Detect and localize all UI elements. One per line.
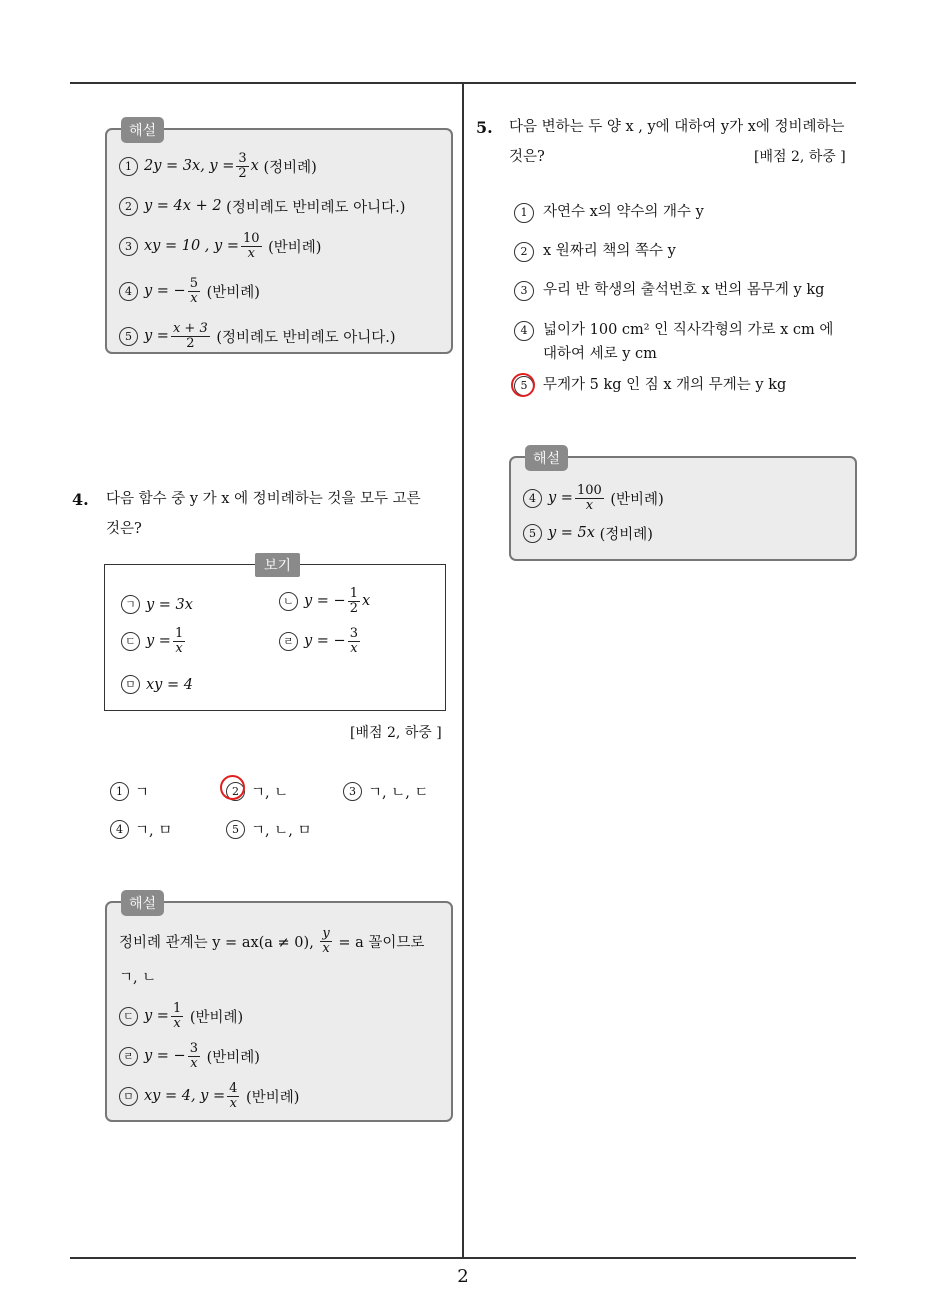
fraction (348, 587, 360, 615)
answer-circle (511, 373, 535, 397)
solution-line (119, 228, 439, 264)
choice-text: 무게가 5 kg 인 짐 x 개의 무게는 y kg (543, 377, 787, 393)
bogi-mark: ㅁ (119, 1087, 138, 1106)
solution-text: ㄱ, ㄴ (119, 969, 157, 986)
question-5-choice-1[interactable] (514, 200, 704, 224)
denominator: x (585, 497, 594, 513)
question-4-text (106, 484, 456, 544)
choice-mark: 2 (119, 197, 138, 216)
fraction (171, 1002, 183, 1030)
equation: y = − (304, 633, 346, 650)
question-5-choice-5[interactable] (514, 373, 786, 397)
solution-box-q3 (105, 123, 453, 354)
question-4-choice-4[interactable] (110, 819, 172, 840)
solution-line (119, 923, 439, 959)
choice-mark: 4 (110, 820, 129, 839)
choice-mark: 5 (523, 524, 542, 543)
denominator: x (322, 940, 330, 956)
bogi-item-e (121, 675, 193, 694)
denominator: x (190, 290, 198, 306)
answer-circle (220, 775, 245, 800)
denominator: x (247, 245, 255, 261)
page-number: 2 (457, 1266, 469, 1287)
solution-line (119, 148, 439, 184)
choice-mark: 2 (514, 242, 534, 262)
equation: y = 4x + 2 (144, 198, 222, 214)
question-4-line: 다음 함수 중 y 가 x 에 정비례하는 것을 모두 고른 (106, 491, 421, 507)
fraction (171, 322, 210, 350)
choice-mark: 1 (119, 157, 138, 176)
denominator: x (173, 1015, 181, 1031)
solution-line (523, 520, 843, 546)
choice-text: ㄱ, ㄴ, ㄷ (368, 785, 429, 801)
choice-mark: 4 (523, 489, 542, 508)
bogi-mark: ㄱ (121, 595, 140, 614)
relation-note: (반비례) (610, 491, 664, 508)
question-5-choice-3[interactable] (514, 278, 824, 302)
question-4-choice-3[interactable] (343, 781, 428, 802)
choice-mark: 5 (226, 820, 245, 839)
solution-line (119, 273, 439, 309)
column-divider (462, 83, 464, 1258)
question-4-choice-5[interactable] (226, 819, 311, 840)
choice-mark: 3 (119, 237, 138, 256)
numerator: 3 (238, 150, 247, 166)
equation: 2y = 3x, y = (144, 158, 235, 174)
equation: xy = 4, y = (144, 1088, 226, 1104)
bogi-box (104, 558, 446, 711)
fraction (348, 627, 360, 655)
choice-text-continued: 대하여 세로 y cm (543, 346, 657, 362)
denominator: x (175, 640, 183, 656)
question-5-line: 다음 변하는 두 양 x , y에 대하여 y가 x에 정비례하는 (509, 119, 845, 135)
choice-mark: 2 (226, 782, 245, 801)
bottom-rule (70, 1257, 856, 1259)
bogi-item-b (279, 587, 370, 615)
solution-line (119, 318, 439, 354)
solution-box-q4 (105, 896, 453, 1122)
solution-label: 해설 (121, 890, 164, 916)
choice-text: ㄱ, ㅁ (135, 823, 173, 839)
solution-text: = a 꼴이므로 (338, 934, 425, 951)
equation: y = 5x (548, 525, 595, 541)
choice-text: ㄱ (135, 785, 150, 801)
choice-mark: 4 (119, 282, 138, 301)
relation-note: (정비례도 반비례도 아니다.) (226, 199, 406, 216)
equation: y = − (144, 283, 186, 299)
choice-mark: 3 (343, 782, 362, 801)
relation-note: (반비례) (206, 284, 260, 301)
question-5-choice-4[interactable] (514, 318, 833, 366)
question-4-number: 4. (72, 490, 89, 509)
bogi-item-c (121, 627, 187, 655)
question-4-line: 것은? (106, 521, 142, 537)
numerator: 1 (174, 626, 184, 641)
relation-note: (정비례도 반비례도 아니다.) (216, 329, 396, 346)
relation-note: (반비례) (206, 1049, 260, 1066)
fraction (227, 1082, 239, 1110)
bogi-mark: ㄷ (119, 1007, 138, 1026)
fraction (188, 277, 200, 305)
question-5-score: [배점 2, 하중 ] (754, 149, 846, 165)
solution-text: 정비례 관계는 y = ax(a ≠ 0), (119, 934, 314, 951)
numerator: 3 (189, 1040, 198, 1056)
bogi-mark: ㄴ (279, 592, 298, 611)
choice-number: 5 (520, 379, 528, 392)
numerator: 100 (576, 482, 602, 498)
choice-text: 우리 반 학생의 출석번호 x 번의 몸무게 y kg (543, 282, 825, 298)
equation: y = − (144, 1048, 186, 1064)
question-4-score: [배점 2, 하중 ] (350, 725, 442, 741)
choice-mark: 1 (110, 782, 129, 801)
bogi-item-a (121, 595, 193, 614)
bogi-mark: ㄹ (279, 632, 298, 651)
denominator: x (350, 640, 358, 656)
equation: y = (146, 633, 171, 650)
numerator: 1 (172, 1000, 182, 1016)
solution-line (119, 963, 439, 989)
choice-text: ㄱ, ㄴ (251, 785, 289, 801)
question-4-choice-1[interactable] (110, 781, 149, 802)
bogi-mark: ㄹ (119, 1047, 138, 1066)
choice-text: 넓이가 100 cm² 인 직사각형의 가로 x cm 에 (543, 322, 834, 338)
numerator: 10 (242, 230, 260, 246)
solution-line (119, 1078, 439, 1114)
fraction (173, 627, 185, 655)
bogi-label: 보기 (255, 553, 300, 577)
question-4-choice-2[interactable] (226, 781, 288, 802)
relation-note: (반비례) (189, 1009, 244, 1026)
equation: y = 3x (146, 596, 193, 613)
equation: y = (144, 1008, 169, 1024)
equation: xy = 10 , y = (144, 238, 239, 254)
bogi-mark: ㄷ (121, 632, 140, 651)
fraction (241, 232, 262, 260)
choice-mark: 1 (514, 203, 534, 223)
choice-text-block (543, 318, 833, 366)
solution-label: 해설 (121, 117, 164, 143)
denominator: 2 (186, 335, 195, 351)
choice-mark: 3 (514, 281, 534, 301)
choice-mark: 5 (119, 327, 138, 346)
fraction (188, 1042, 200, 1070)
solution-box-q5 (509, 451, 857, 561)
question-5-number: 5. (476, 118, 493, 137)
fraction (575, 484, 604, 512)
relation-note: (정비례) (263, 159, 317, 176)
solution-line (119, 1038, 439, 1074)
fraction (236, 152, 248, 180)
fraction (320, 927, 331, 955)
choice-mark (514, 376, 534, 396)
solution-line (119, 193, 439, 219)
choice-mark: 4 (514, 321, 534, 341)
equation: y = (144, 328, 169, 344)
equation: xy = 4 (146, 676, 193, 693)
denominator: x (229, 1095, 237, 1111)
denominator: x (190, 1055, 198, 1071)
solution-label: 해설 (525, 445, 568, 471)
numerator: 1 (349, 586, 358, 601)
bogi-mark: ㅁ (121, 675, 140, 694)
choice-text: 자연수 x의 약수의 개수 y (543, 204, 704, 220)
equation: y = − (304, 593, 346, 610)
relation-note: (반비례) (246, 1089, 300, 1106)
numerator: 4 (229, 1080, 238, 1096)
question-5-line: 것은? (509, 149, 545, 165)
denominator: 2 (238, 165, 247, 181)
equation-variable: x (250, 158, 259, 174)
equation: y = (548, 490, 573, 506)
solution-line (523, 480, 843, 516)
numerator: x + 3 (172, 320, 208, 336)
choice-text: ㄱ, ㄴ, ㅁ (251, 823, 312, 839)
relation-note: (정비례) (599, 526, 653, 543)
relation-note: (반비례) (268, 239, 322, 256)
bogi-item-d (279, 627, 362, 655)
numerator: 5 (189, 275, 198, 291)
numerator: 3 (349, 626, 358, 641)
choice-text: x 원짜리 책의 쪽수 y (543, 243, 676, 259)
numerator: y (322, 925, 330, 941)
question-5-choice-2[interactable] (514, 239, 676, 263)
denominator: 2 (349, 600, 358, 616)
solution-line (119, 998, 439, 1034)
equation-variable: x (362, 593, 371, 610)
